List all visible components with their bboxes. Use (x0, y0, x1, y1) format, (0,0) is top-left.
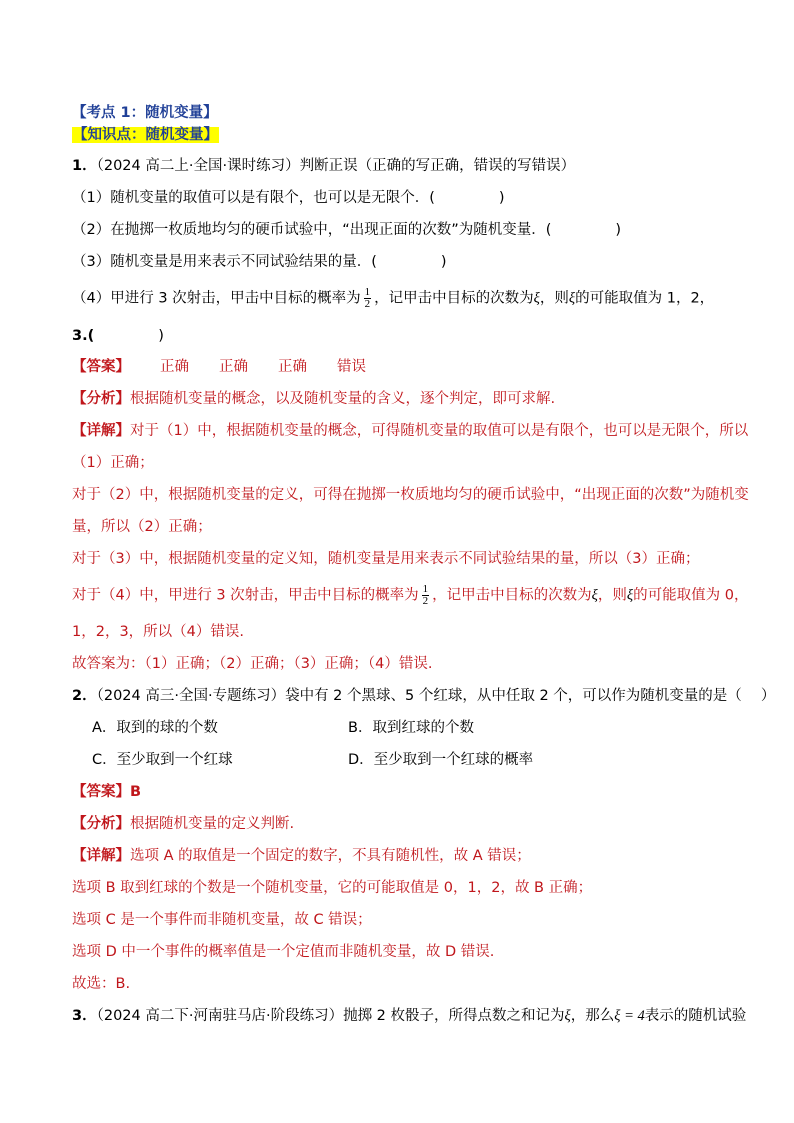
q2-option-c: C．至少取到一个红球 (92, 752, 233, 768)
q2-detail-1-text: 选项 A 的取值是一个固定的数字，不具有随机性，故 A 错误； (130, 848, 531, 864)
answer-tag: 【答案】 (72, 359, 130, 375)
q1-source: （2024 高二上·全国·课时练习） (96, 158, 300, 174)
q3-number: 3． (72, 1008, 97, 1024)
detail-tag: 【详解】 (72, 848, 130, 864)
q1-item-4-close: ) (158, 328, 164, 344)
q2-source: （2024 高三·全国·专题练习） (96, 688, 286, 704)
q1-item-2 (72, 220, 621, 240)
q1-detail-4a-pre: 对于（4）中，甲进行 3 次射击，甲击中目标的概率为 (72, 587, 419, 604)
q3-stem (72, 1006, 746, 1026)
q3-stem-b: ，那么 (570, 1008, 615, 1024)
q1-detail-4a-mid: ，记甲击中目标的次数为 (432, 587, 592, 604)
q1-detail-4a (72, 584, 748, 607)
q1-item-2-close: ) (615, 222, 622, 238)
q1-item-1-text: （1）随机变量的取值可以是有限个，也可以是无限个．( (72, 190, 435, 206)
q1-number: 1． (72, 158, 97, 174)
q2-analysis-text: 根据随机变量的定义判断. (130, 816, 295, 832)
q2-detail-1 (72, 846, 531, 866)
fraction-one-half (364, 287, 372, 310)
q2-answer (72, 782, 141, 802)
q2-number: 2． (72, 688, 97, 704)
q2-detail-4: 选项 D 中一个事件的概率值是一个定值而非随机变量，故 D 错误. (72, 944, 495, 960)
q1-analysis (72, 389, 555, 409)
q3-source: （2024 高二下·河南驻马店·阶段练习） (96, 1008, 344, 1024)
q1-item-4-post: ，则 (539, 290, 569, 307)
analysis-tag: 【分析】 (72, 391, 130, 407)
q1-detail-1b: （1）正确； (72, 455, 154, 471)
q1-item-1 (72, 188, 505, 208)
q1-detail-4b: 1，2，3，所以（4）错误. (72, 624, 245, 640)
q2-analysis (72, 814, 294, 834)
q1-item-3 (72, 252, 447, 272)
q1-detail-2a: 对于（2）中，根据随机变量的定义，可得在抛掷一枚质地均匀的硬币试验中，“出现正面的次数”为随机变 (72, 487, 749, 503)
xi-symbol: ξ (591, 587, 598, 604)
zhishidian-heading-row (72, 125, 219, 145)
kaodian-heading: 【考点 1：随机变量】 (72, 105, 218, 121)
q1-detail-4a-end: 的可能取值为 0， (633, 587, 749, 604)
q2-detail-3: 选项 C 是一个事件而非随机变量，故 C 错误； (72, 912, 372, 928)
q2-stem-text: 袋中有 2 个黑球、5 个红球，从中任取 2 个，可以作为随机变量的是（ ） (285, 688, 776, 704)
q1-stem-text: 判断正误（正确的写正确，错误的写错误） (299, 158, 576, 174)
q1-answer-2: 正确 (219, 359, 248, 375)
q2-option-a: A．取到的球的个数 (92, 720, 218, 736)
q1-answer-1: 正确 (160, 359, 189, 375)
fraction-one-half (422, 584, 430, 607)
detail-tag: 【详解】 (72, 423, 130, 439)
q1-answer-3: 正确 (278, 359, 307, 375)
q1-detail-4a-post: ，则 (597, 587, 627, 604)
q1-detail-2b: 量，所以（2）正确； (72, 519, 212, 535)
q1-detail-1a-text: 对于（1）中，根据随机变量的概念，可得随机变量的取值可以是有限个，也可以是无限个，所以 (130, 423, 749, 439)
q1-answer-4: 错误 (337, 359, 366, 375)
q1-item-1-close: ) (498, 190, 505, 206)
fraction-denominator: 2 (364, 298, 371, 310)
q1-detail-3: 对于（3）中，根据随机变量的定义知，随机变量是用来表示不同试验结果的量，所以（3）正确； (72, 551, 700, 567)
q2-option-b: B．取到红球的个数 (348, 720, 474, 736)
q1-conclusion: 故答案为：（1）正确；（2）正确；（3）正确；（4）错误. (72, 656, 433, 672)
q1-analysis-text: 根据随机变量的概念，以及随机变量的含义，逐个判定，即可求解. (130, 391, 556, 407)
q2-stem (72, 686, 775, 706)
xi-symbol: ξ (568, 290, 576, 307)
q2-answer-value: B (130, 784, 142, 800)
q1-item-3-text: （3）随机变量是用来表示不同试验结果的量．( (72, 254, 377, 270)
q3-equation: ξ = 4 (614, 1008, 645, 1024)
fraction-denominator: 2 (422, 595, 429, 607)
q2-conclusion: 故选：B. (72, 976, 131, 992)
xi-symbol: ξ (533, 290, 540, 307)
zhishidian-heading: 【知识点：随机变量】 (73, 127, 218, 143)
fraction-numerator: 1 (422, 583, 429, 595)
q3-stem-a: 抛掷 2 枚骰子，所得点数之和记为 (343, 1008, 565, 1024)
q1-detail-1a (72, 421, 748, 441)
q2-detail-2: 选项 B 取到红球的个数是一个随机变量，它的可能取值是 0，1，2，故 B 正确； (72, 880, 593, 896)
xi-symbol: ξ (564, 1008, 571, 1024)
q1-stem (72, 156, 575, 176)
q1-item-4-line2-text: 3.( (72, 328, 95, 344)
xi-symbol: ξ (626, 587, 634, 604)
q1-item-2-text: （2）在抛掷一枚质地均匀的硬币试验中，“出现正面的次数”为随机变量．( (72, 222, 552, 238)
fraction-numerator: 1 (364, 286, 371, 298)
q2-option-d: D．至少取到一个红球的概率 (348, 752, 534, 768)
q1-item-4-line2 (72, 326, 164, 346)
q3-stem-c: 表示的随机试验 (644, 1008, 747, 1024)
q1-item-4-mid: ，记甲击中目标的次数为 (374, 290, 534, 307)
q1-item-4-end: 的可能取值为 1，2， (575, 290, 715, 307)
answer-tag: 【答案】 (72, 784, 130, 800)
q1-item-4 (72, 287, 714, 310)
q1-item-3-close: ) (440, 254, 447, 270)
q1-item-4-pre: （4）甲进行 3 次射击，甲击中目标的概率为 (72, 290, 361, 307)
analysis-tag: 【分析】 (72, 816, 130, 832)
q1-answer (72, 357, 366, 377)
